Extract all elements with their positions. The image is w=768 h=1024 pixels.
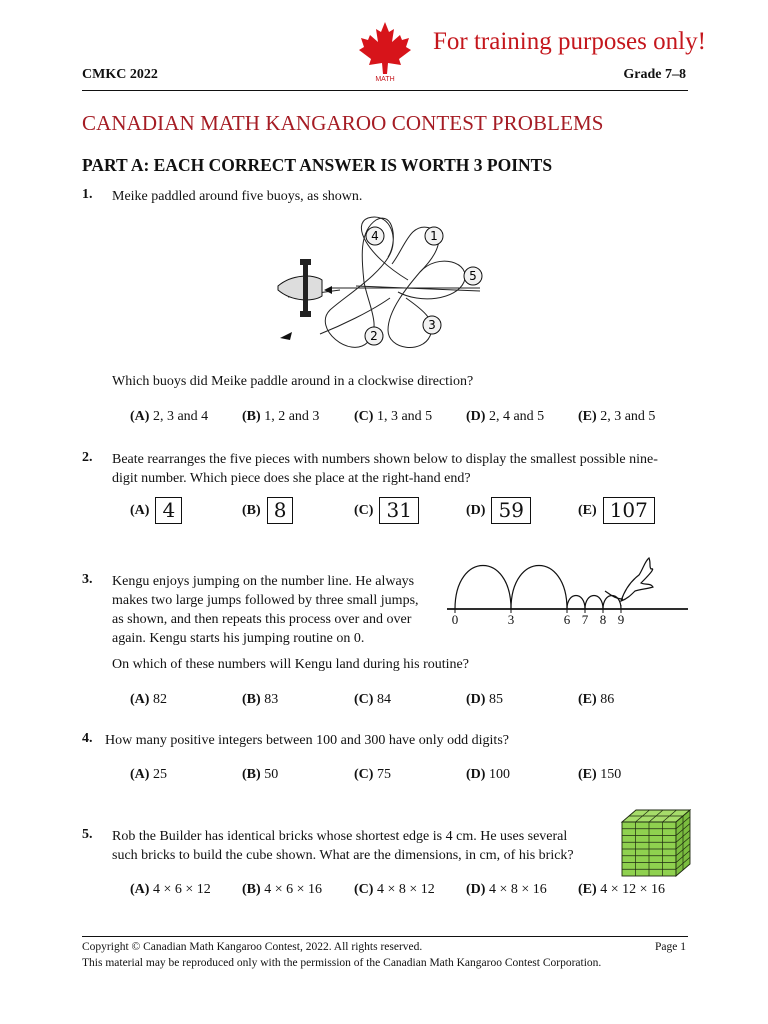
q4-option-e[interactable]: (E) 150 [578,767,622,782]
q5-option-a[interactable]: (A) 4 × 6 × 12 [130,882,211,897]
piece-box: 8 [267,497,294,524]
q2-option-e[interactable]: (E) 107 [578,497,655,524]
q2-option-b[interactable]: (B) 8 [242,497,293,524]
svg-text:1: 1 [430,229,438,243]
header-divider [82,90,688,91]
q2-text-line1: Beate rearranges the five pieces with numbers shown below to display the smallest possible nine- [112,452,658,467]
piece-box: 107 [603,497,655,524]
tick-7: 7 [581,612,589,627]
q5-option-e[interactable]: (E) 4 × 12 × 16 [578,882,665,897]
logo-text: MATH [375,76,395,83]
q1-option-a[interactable]: (A) 2, 3 and 4 [130,409,209,424]
q1-number: 1. [82,187,93,202]
q2-option-d[interactable]: (D) 59 [466,497,531,524]
q3-option-e[interactable]: (E) 86 [578,692,615,707]
q2-text-line2: digit number. Which piece does she place at the right-hand end? [112,471,471,486]
q5-option-b[interactable]: (B) 4 × 6 × 16 [242,882,322,897]
kangaroo-icon [605,558,653,601]
q1-option-c[interactable]: (C) 1, 3 and 5 [354,409,433,424]
svg-text:2: 2 [370,329,378,343]
piece-box: 59 [491,497,530,524]
tick-0: 0 [451,612,459,627]
q3-option-d[interactable]: (D) 85 [466,692,503,707]
q1-question: Which buoys did Meike paddle around in a clockwise direction? [112,374,474,389]
svg-text:3: 3 [428,318,436,332]
page-title: CANADIAN MATH KANGAROO CONTEST PROBLEMS [82,111,604,135]
q3-question: On which of these numbers will Kengu land during his routine? [112,657,469,672]
q5-option-c[interactable]: (C) 4 × 8 × 12 [354,882,435,897]
q3-text-line4: again. Kengu starts his jumping routine on 0. [112,631,365,646]
q2-option-a[interactable]: (A) 4 [130,497,182,524]
paddle [303,262,308,314]
buoy-4 [366,227,384,245]
grade-level: Grade 7–8 [623,67,686,82]
q3-option-c[interactable]: (C) 84 [354,692,391,707]
brick-cube-diagram [620,808,692,880]
svg-text:4: 4 [371,229,379,243]
buoy-1 [425,227,443,245]
q2-number: 2. [82,450,93,465]
piece-box: 31 [379,497,418,524]
tick-6: 6 [563,612,571,627]
q5-option-d[interactable]: (D) 4 × 8 × 16 [466,882,547,897]
q3-number: 3. [82,572,93,587]
q5-text-line1: Rob the Builder has identical bricks whose shortest edge is 4 cm. He uses several [112,829,568,844]
q4-option-c[interactable]: (C) 75 [354,767,391,782]
q2-option-c[interactable]: (C) 31 [354,497,419,524]
q1-text: Meike paddled around five buoys, as shown. [112,189,363,204]
tick-3: 3 [507,612,515,627]
q3-option-a[interactable]: (A) 82 [130,692,167,707]
tick-9: 9 [617,612,625,627]
q3-text-line2: makes two large jumps followed by three small jumps, [112,593,419,608]
q4-text: How many positive integers between 100 and 300 have only odd digits? [105,733,509,748]
buoy-diagram [270,212,500,362]
q1-option-d[interactable]: (D) 2, 4 and 5 [466,409,545,424]
q4-option-b[interactable]: (B) 50 [242,767,279,782]
permission-line: This material may be reproduced only with the permission of the Canadian Math Kangaroo Contest Corporation. [82,957,602,969]
part-heading: PART A: EACH CORRECT ANSWER IS WORTH 3 POINTS [82,155,553,175]
piece-box: 4 [155,497,182,524]
footer-divider [82,936,688,937]
q3-option-b[interactable]: (B) 83 [242,692,279,707]
q3-text-line1: Kengu enjoys jumping on the number line. He always [112,574,415,589]
copyright-line: Copyright © Canadian Math Kangaroo Contest, 2022. All rights reserved. [82,941,423,953]
contest-code: CMKC 2022 [82,67,158,82]
buoy-3 [423,316,441,334]
q3-text-line3: as shown, and then repeats this process over and over [112,612,412,627]
q4-number: 4. [82,731,93,746]
training-watermark: For training purposes only! [433,28,706,55]
q1-option-b[interactable]: (B) 1, 2 and 3 [242,409,320,424]
q5-number: 5. [82,827,93,842]
page-number: Page 1 [655,941,686,953]
tick-8: 8 [599,612,607,627]
q4-option-a[interactable]: (A) 25 [130,767,167,782]
number-line-diagram [445,555,690,630]
q4-option-d[interactable]: (D) 100 [466,767,510,782]
svg-text:5: 5 [469,269,477,283]
q1-option-e[interactable]: (E) 2, 3 and 5 [578,409,656,424]
maple-leaf-logo [357,20,413,84]
q5-text-line2: such bricks to build the cube shown. What are the dimensions, in cm, of his brick? [112,848,574,863]
buoy-2 [365,327,383,345]
buoy-5 [464,267,482,285]
